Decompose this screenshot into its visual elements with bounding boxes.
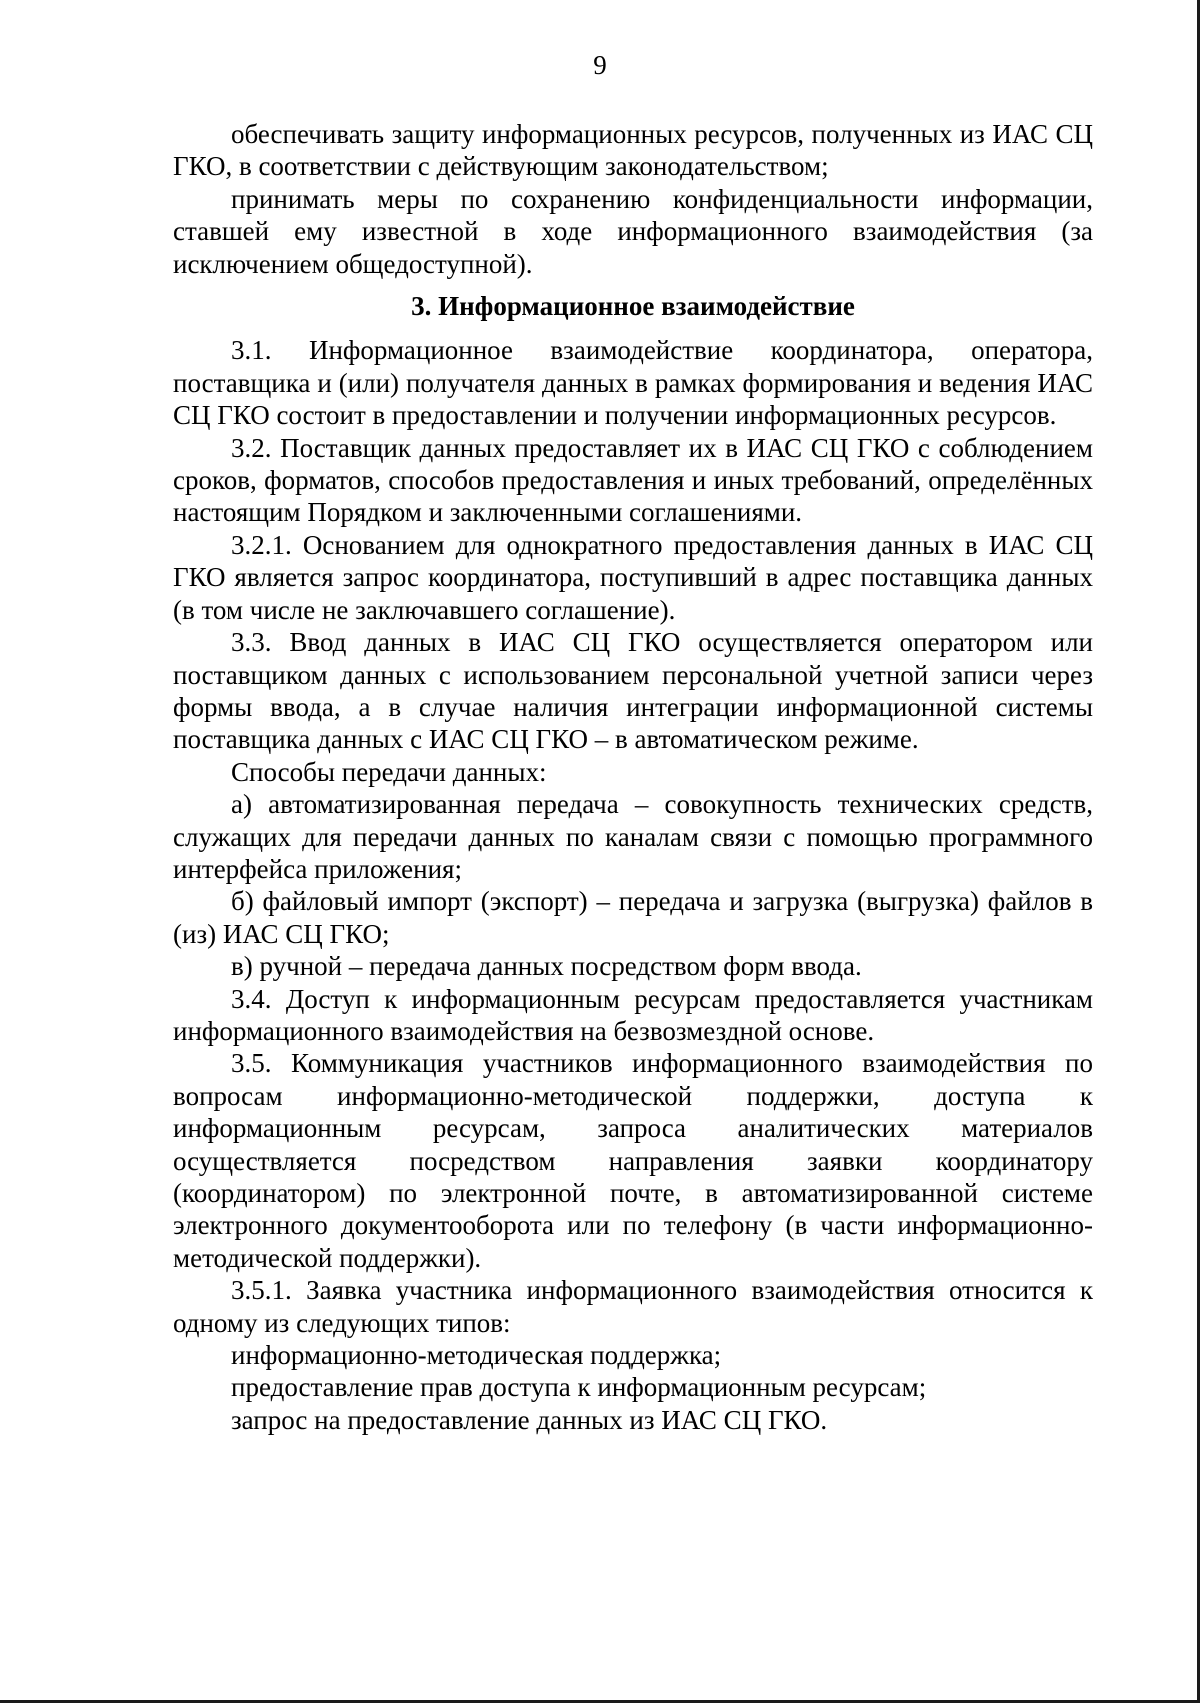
request-type-1: информационно-методическая поддержка; bbox=[231, 1340, 722, 1371]
list-item-a: а) автоматизированная передача – совокупность технических средств, служащих для передачи данных по каналам связи с помощью программного интерфейса приложения; bbox=[173, 789, 1093, 884]
request-type-3: запрос на предоставление данных из ИАС СЦ ГКО. bbox=[231, 1404, 828, 1435]
page-number: 9 bbox=[593, 50, 607, 80]
list-item-v: в) ручной – передача данных посредством форм ввода. bbox=[231, 951, 862, 982]
section-heading: 3. Информационное взаимодействие bbox=[411, 291, 855, 322]
paragraph-3-2: 3.2. Поставщик данных предоставляет их в ИАС СЦ ГКО с соблюдением сроков, форматов, способов предоставления и иных требований, определённых настоящим Порядком и заключенными соглашениями. bbox=[173, 432, 1093, 528]
paragraph-3-1: 3.1. Информационное взаимодействие координатора, оператора, поставщика и (или) получателя данных в рамках формирования и ведения ИАС СЦ ГКО состоит в предоставлении и получении информационных ресурсов. bbox=[173, 335, 1093, 431]
paragraph-3-3: 3.3. Ввод данных в ИАС СЦ ГКО осуществляется оператором или поставщиком данных с использованием персональной учетной записи через формы ввода, а в случае наличия интеграции информационной системы поставщика данных с ИАС СЦ ГКО – в автоматическом режиме. bbox=[173, 627, 1093, 755]
paragraph-3-2-1: 3.2.1. Основанием для однократного предоставления данных в ИАС СЦ ГКО является запрос координатора, поступивший в адрес поставщика данных (в том числе не заключавшего соглашение). bbox=[173, 529, 1093, 625]
paragraph-3-4: 3.4. Доступ к информационным ресурсам предоставляется участникам информационного взаимодействия на безвозмездной основе. bbox=[173, 983, 1093, 1046]
paragraph-3-5-1: 3.5.1. Заявка участника информационного взаимодействия относится к одному из следующих типов: bbox=[173, 1275, 1093, 1338]
paragraph-protect-resources: обеспечивать защиту информационных ресурсов, полученных из ИАС СЦ ГКО, в соответствии с действующим законодательством; bbox=[173, 119, 1093, 182]
paragraph-3-5: 3.5. Коммуникация участников информационного взаимодействия по вопросам информационно-методической поддержки, доступа к информационным ресурсам, запроса аналитических материалов осуществляется посредством направления заявки координатору (координатором) по электронной почте, в автоматизированной системе электронного документооборота или по телефону (в части информационно-методической поддержки). bbox=[173, 1048, 1093, 1273]
paragraph-confidentiality: принимать меры по сохранению конфиденциальности информации, ставшей ему известной в ходе информационного взаимодействия (за исключением общедоступной). bbox=[173, 183, 1093, 279]
request-type-2: предоставление прав доступа к информационным ресурсам; bbox=[231, 1372, 927, 1403]
paragraph-transfer-methods: Способы передачи данных: bbox=[231, 756, 547, 787]
list-item-b: б) файловый импорт (экспорт) – передача и загрузка (выгрузка) файлов в (из) ИАС СЦ ГКО; bbox=[173, 886, 1093, 949]
document-body bbox=[173, 118, 1093, 1436]
